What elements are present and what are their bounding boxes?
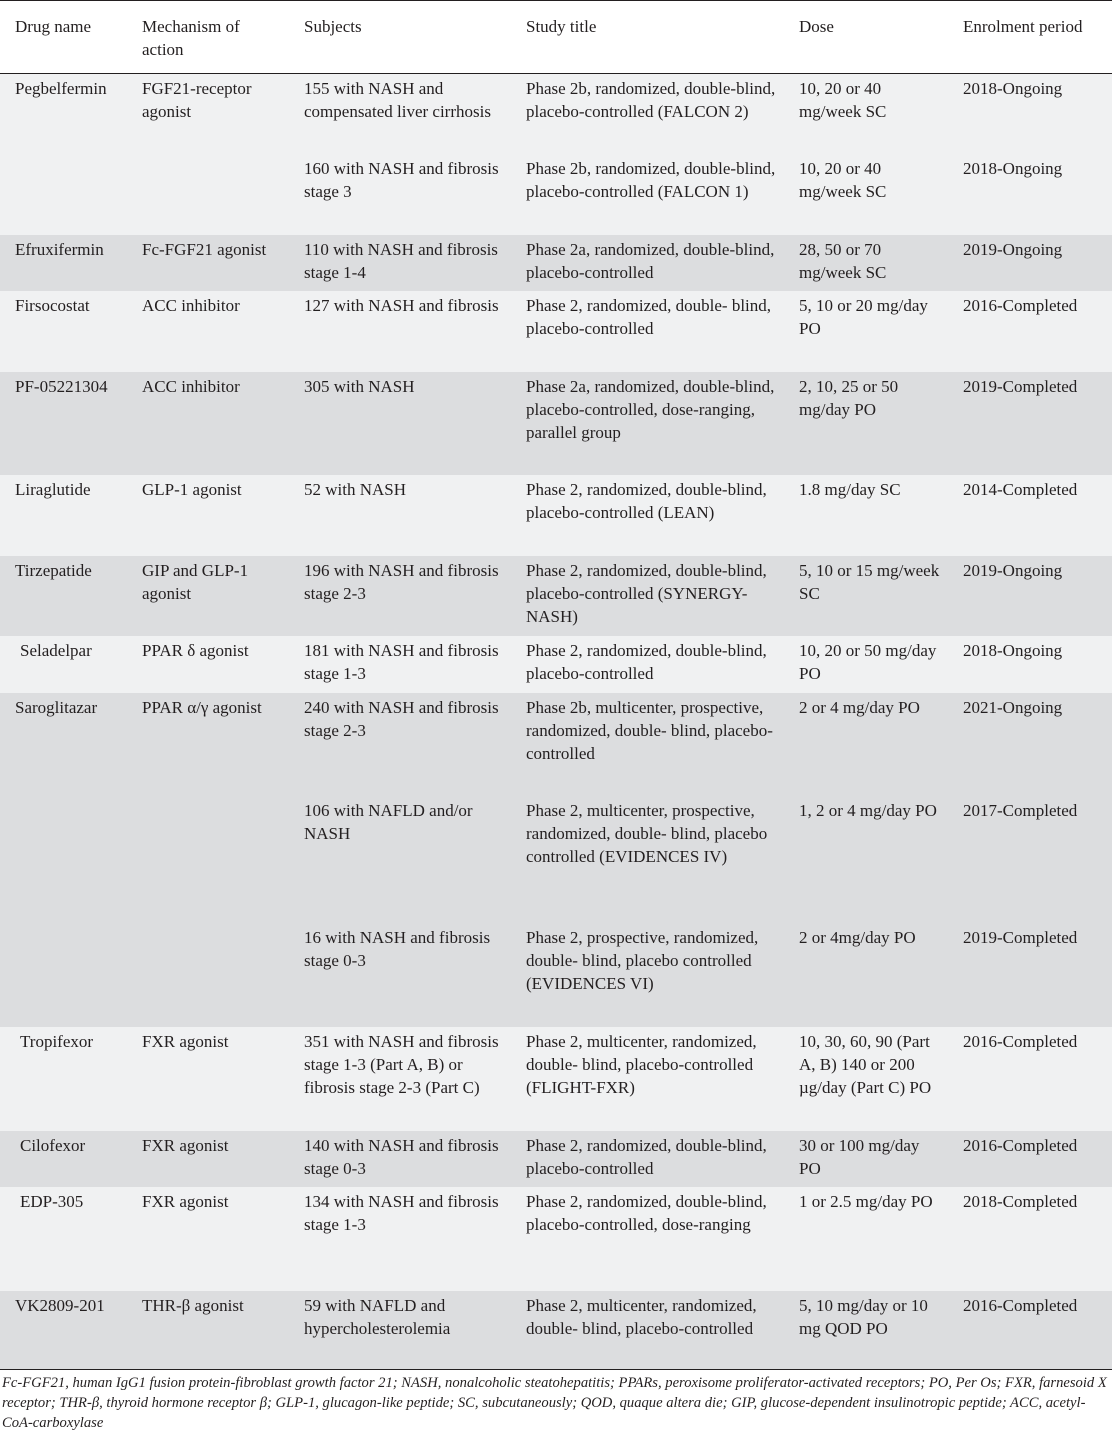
table-row — [0, 291, 1112, 372]
dose-cell: 30 or 100 mg/day PO — [784, 1131, 948, 1187]
mechanism-cell: FXR agonist — [127, 1131, 290, 1187]
table-row — [0, 636, 1112, 693]
drug-name-cell: VK2809-201 — [0, 1291, 127, 1370]
period-cell: 2019-Ongoing — [948, 235, 1112, 291]
header-subjects: Subjects — [290, 1, 511, 74]
table-row — [0, 154, 1112, 235]
period-cell: 2014-Completed — [948, 475, 1112, 556]
drug-name-cell — [0, 154, 127, 235]
dose-cell: 10, 20 or 40 mg/week SC — [784, 154, 948, 235]
period-cell: 2018-Ongoing — [948, 74, 1112, 154]
table-row — [0, 74, 1112, 154]
table-row — [0, 1027, 1112, 1131]
dose-cell: 2 or 4mg/day PO — [784, 923, 948, 1027]
mechanism-cell — [127, 796, 290, 923]
subjects-cell: 140 with NASH and fibrosis stage 0-3 — [290, 1131, 511, 1187]
period-cell: 2019-Completed — [948, 923, 1112, 1027]
drug-name-cell: Liraglutide — [0, 475, 127, 556]
drug-name-cell: Seladelpar — [0, 636, 127, 693]
dose-cell: 1.8 mg/day SC — [784, 475, 948, 556]
drug-name-cell: Firsocostat — [0, 291, 127, 372]
study-title-cell: Phase 2, randomized, double-blind, placebo-controlled (SYNERGY-NASH) — [511, 556, 784, 636]
mechanism-cell: GIP and GLP-1 agonist — [127, 556, 290, 636]
mechanism-cell: FGF21-receptor agonist — [127, 74, 290, 154]
subjects-cell: 110 with NASH and fibrosis stage 1-4 — [290, 235, 511, 291]
study-title-cell: Phase 2, randomized, double-blind, placebo-controlled, dose-ranging — [511, 1187, 784, 1291]
period-cell: 2016-Completed — [948, 1131, 1112, 1187]
mechanism-cell: PPAR α/γ agonist — [127, 693, 290, 796]
period-cell: 2018-Ongoing — [948, 636, 1112, 693]
dose-cell: 10, 30, 60, 90 (Part A, B) 140 or 200 µg/day (Part C) PO — [784, 1027, 948, 1131]
period-cell: 2019-Completed — [948, 372, 1112, 475]
study-title-cell: Phase 2, multicenter, prospective, randomized, double- blind, placebo controlled (EVIDENCES IV) — [511, 796, 784, 923]
study-title-cell: Phase 2, randomized, double-blind, placebo-controlled — [511, 636, 784, 693]
drug-name-cell: Efruxifermin — [0, 235, 127, 291]
mechanism-cell: GLP-1 agonist — [127, 475, 290, 556]
study-title-cell: Phase 2, multicenter, randomized, double- blind, placebo-controlled — [511, 1291, 784, 1370]
table-row — [0, 693, 1112, 796]
table-row — [0, 923, 1112, 1027]
table-row — [0, 1187, 1112, 1291]
subjects-cell: 16 with NASH and fibrosis stage 0-3 — [290, 923, 511, 1027]
subjects-cell: 52 with NASH — [290, 475, 511, 556]
drug-name-cell: Cilofexor — [0, 1131, 127, 1187]
dose-cell: 1, 2 or 4 mg/day PO — [784, 796, 948, 923]
subjects-cell: 160 with NASH and fibrosis stage 3 — [290, 154, 511, 235]
study-title-cell: Phase 2, prospective, randomized, double- blind, placebo controlled (EVIDENCES VI) — [511, 923, 784, 1027]
subjects-cell: 59 with NAFLD and hypercholesterolemia — [290, 1291, 511, 1370]
mechanism-cell: ACC inhibitor — [127, 372, 290, 475]
subjects-cell: 106 with NAFLD and/or NASH — [290, 796, 511, 923]
mechanism-cell: Fc-FGF21 agonist — [127, 235, 290, 291]
dose-cell: 10, 20 or 40 mg/week SC — [784, 74, 948, 154]
mechanism-cell: FXR agonist — [127, 1187, 290, 1291]
study-title-cell: Phase 2a, randomized, double-blind, placebo-controlled — [511, 235, 784, 291]
header-drug-name: Drug name — [0, 1, 127, 74]
study-title-cell: Phase 2b, randomized, double-blind, placebo-controlled (FALCON 1) — [511, 154, 784, 235]
table-header — [0, 1, 1112, 74]
drug-name-cell: Tropifexor — [0, 1027, 127, 1131]
study-title-cell: Phase 2b, multicenter, prospective, randomized, double- blind, placebo-controlled — [511, 693, 784, 796]
mechanism-cell: THR-β agonist — [127, 1291, 290, 1370]
study-title-cell: Phase 2, randomized, double-blind, placebo-controlled (LEAN) — [511, 475, 784, 556]
subjects-cell: 134 with NASH and fibrosis stage 1-3 — [290, 1187, 511, 1291]
table-row — [0, 556, 1112, 636]
subjects-cell: 127 with NASH and fibrosis — [290, 291, 511, 372]
table-row — [0, 372, 1112, 475]
mechanism-cell: ACC inhibitor — [127, 291, 290, 372]
drug-name-cell: Saroglitazar — [0, 693, 127, 796]
study-title-cell: Phase 2, randomized, double-blind, placebo-controlled — [511, 1131, 784, 1187]
header-mechanism: Mechanism of action — [127, 1, 290, 74]
dose-cell: 5, 10 mg/day or 10 mg QOD PO — [784, 1291, 948, 1370]
dose-cell: 2, 10, 25 or 50 mg/day PO — [784, 372, 948, 475]
dose-cell: 5, 10 or 20 mg/day PO — [784, 291, 948, 372]
table-row — [0, 475, 1112, 556]
subjects-cell: 155 with NASH and compensated liver cirrhosis — [290, 74, 511, 154]
table-row — [0, 1131, 1112, 1187]
header-row — [0, 1, 1112, 74]
dose-cell: 5, 10 or 15 mg/week SC — [784, 556, 948, 636]
mechanism-cell: FXR agonist — [127, 1027, 290, 1131]
period-cell: 2016-Completed — [948, 1027, 1112, 1131]
period-cell: 2016-Completed — [948, 1291, 1112, 1370]
study-title-cell: Phase 2, multicenter, randomized, double- blind, placebo-controlled (FLIGHT-FXR) — [511, 1027, 784, 1131]
period-cell: 2017-Completed — [948, 796, 1112, 923]
dose-cell: 2 or 4 mg/day PO — [784, 693, 948, 796]
drug-name-cell: PF-05221304 — [0, 372, 127, 475]
drug-name-cell: EDP-305 — [0, 1187, 127, 1291]
drug-name-cell — [0, 923, 127, 1027]
period-cell: 2016-Completed — [948, 291, 1112, 372]
period-cell: 2021-Ongoing — [948, 693, 1112, 796]
mechanism-cell — [127, 154, 290, 235]
drug-name-cell: Tirzepatide — [0, 556, 127, 636]
drug-name-cell: Pegbelfermin — [0, 74, 127, 154]
table-row — [0, 1291, 1112, 1370]
header-enrolment-period: Enrolment period — [948, 1, 1112, 74]
dose-cell: 1 or 2.5 mg/day PO — [784, 1187, 948, 1291]
header-study-title: Study title — [511, 1, 784, 74]
dose-cell: 28, 50 or 70 mg/week SC — [784, 235, 948, 291]
table-body — [0, 74, 1112, 1370]
period-cell: 2019-Ongoing — [948, 556, 1112, 636]
mechanism-cell: PPAR δ agonist — [127, 636, 290, 693]
subjects-cell: 240 with NASH and fibrosis stage 2-3 — [290, 693, 511, 796]
table-row — [0, 235, 1112, 291]
subjects-cell: 305 with NASH — [290, 372, 511, 475]
study-title-cell: Phase 2b, randomized, double-blind, placebo-controlled (FALCON 2) — [511, 74, 784, 154]
table-row — [0, 796, 1112, 923]
table-footnote: Fc-FGF21, human IgG1 fusion protein-fibroblast growth factor 21; NASH, nonalcoholic steatohepatitis; PPARs, peroxisome proliferator-activated receptors; PO, Per Os; FXR, farnesoid X receptor; THR-β, thyroid hormone receptor β; GLP-1, glucagon-like peptide; SC, subcutaneously; QOD, quaque altera die; GIP, glucose-dependent insulinotropic peptide; ACC, acetyl-CoA-carboxylase — [0, 1369, 1112, 1433]
subjects-cell: 351 with NASH and fibrosis stage 1-3 (Part A, B) or fibrosis stage 2-3 (Part C) — [290, 1027, 511, 1131]
mechanism-cell — [127, 923, 290, 1027]
drug-name-cell — [0, 796, 127, 923]
header-dose: Dose — [784, 1, 948, 74]
subjects-cell: 196 with NASH and fibrosis stage 2-3 — [290, 556, 511, 636]
study-title-cell: Phase 2a, randomized, double-blind, placebo-controlled, dose-ranging, parallel group — [511, 372, 784, 475]
subjects-cell: 181 with NASH and fibrosis stage 1-3 — [290, 636, 511, 693]
period-cell: 2018-Completed — [948, 1187, 1112, 1291]
dose-cell: 10, 20 or 50 mg/day PO — [784, 636, 948, 693]
period-cell: 2018-Ongoing — [948, 154, 1112, 235]
study-title-cell: Phase 2, randomized, double- blind, placebo-controlled — [511, 291, 784, 372]
